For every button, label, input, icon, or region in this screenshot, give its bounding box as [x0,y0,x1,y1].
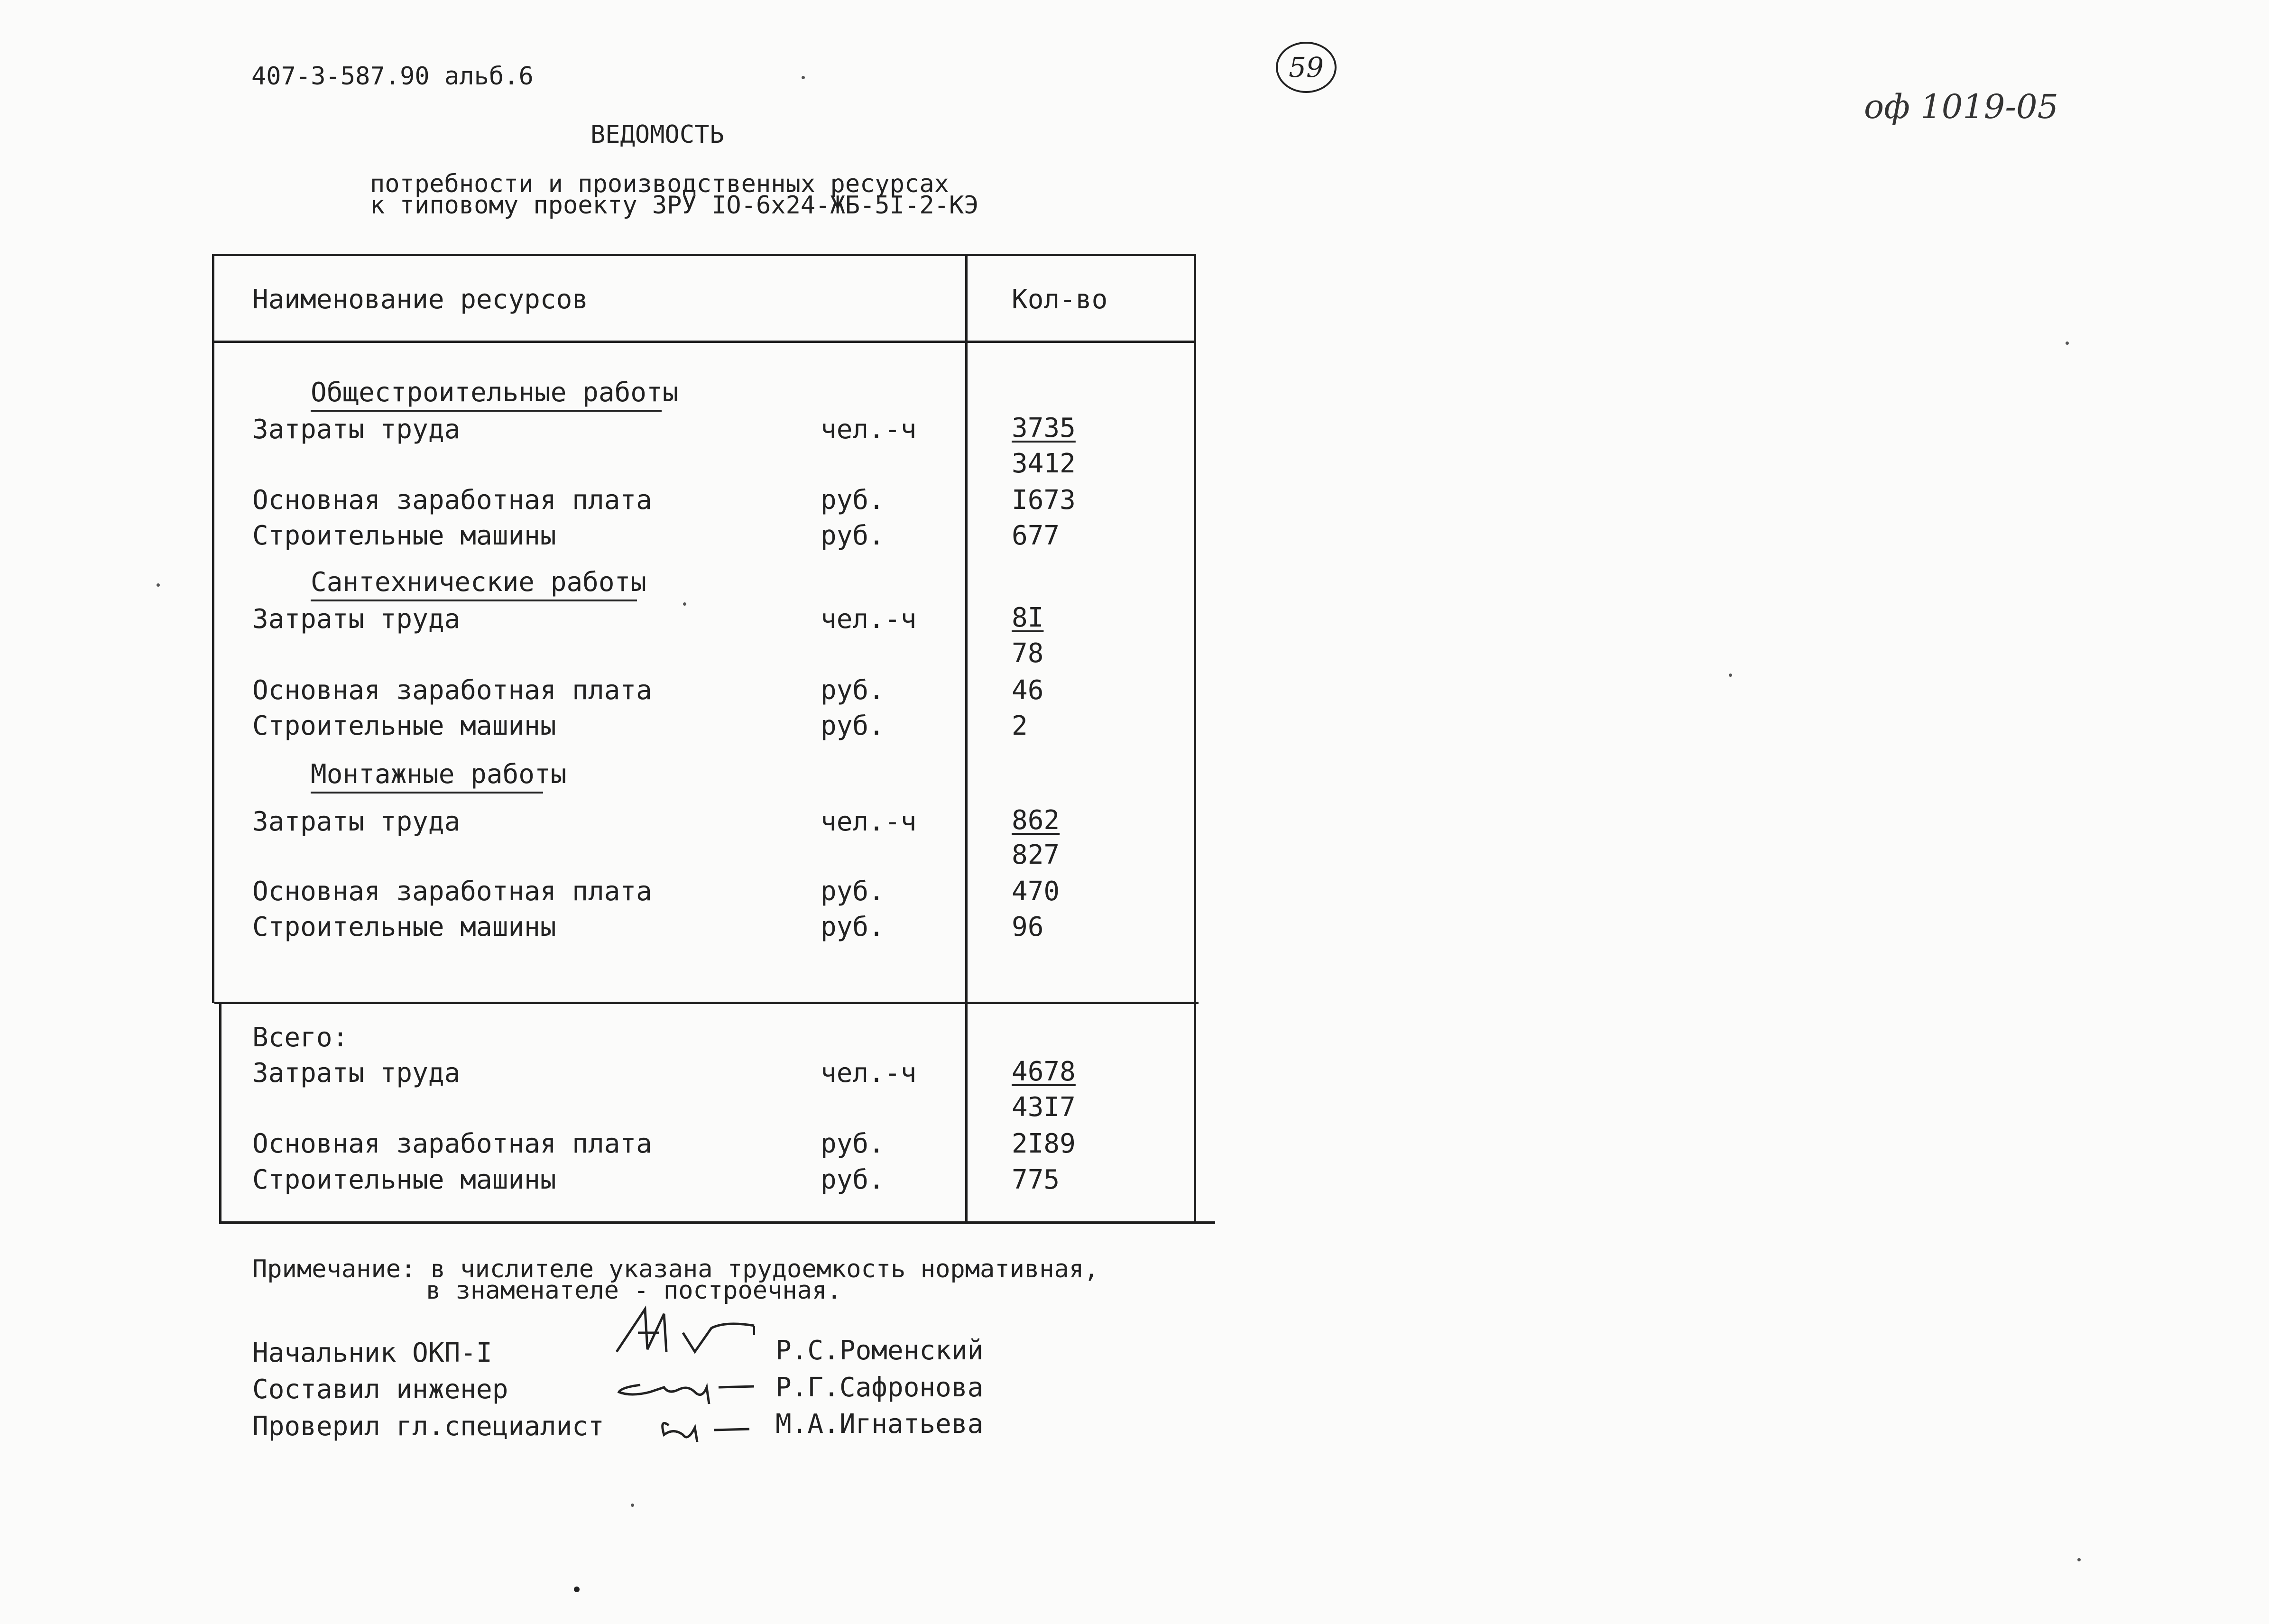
row-name: Основная заработная плата [252,675,652,706]
page-number: 59 [1289,51,1324,83]
page-number-stamp [1276,42,1337,93]
document-subtitle-line-2: к типовому проекту ЗРУ IO-6x24-ЖБ-5I-2-КЭ [370,191,979,220]
document-heading: ВЕДОМОСТЬ [590,120,724,149]
signer-name: Р.Г.Сафронова [775,1372,984,1403]
row-qty-actual: 827 [1012,840,1060,870]
row-name: Основная заработная плата [252,485,652,516]
row-unit: чел.-ч [821,1058,917,1089]
row-qty: 2I89 [1012,1128,1076,1159]
document-code: 407-3-587.90 альб.6 [251,62,534,91]
note-line-1: Примечание: в числителе указана трудоемкость нормативная, [252,1255,1099,1283]
row-name: Затраты труда [252,806,461,837]
row-unit: руб. [821,520,885,551]
row-name: Строительные машины [252,1164,556,1195]
scan-speck [2077,1558,2081,1561]
signer-name: М.А.Игнатьева [775,1409,984,1439]
document-subtitle-line-1: потребности и производственных ресурсах [370,170,949,198]
row-name: Основная заработная плата [252,1128,652,1159]
table-left-border-lower [219,1002,221,1224]
row-unit: руб. [821,1128,885,1159]
table-column-divider [965,255,968,1222]
row-qty-normative: 862 [1012,805,1060,836]
table-right-border [1194,255,1196,1222]
row-unit: руб. [821,912,885,942]
table-top-border [212,254,1196,256]
row-qty: 96 [1012,912,1044,942]
scan-speck [802,76,805,79]
signer-role: Начальник ОКП-I [252,1338,492,1368]
row-name: Строительные машины [252,710,556,741]
scan-speck [157,583,160,587]
row-qty-actual: 78 [1012,638,1044,669]
column-header-name: Наименование ресурсов [252,284,589,315]
column-header-quantity: Кол-во [1012,284,1108,315]
signer-role: Проверил гл.специалист [252,1411,604,1442]
row-unit: чел.-ч [821,806,917,837]
row-unit: руб. [821,675,885,706]
row-qty-actual: 3412 [1012,448,1076,479]
scan-speck [683,602,686,606]
row-qty: 677 [1012,520,1060,551]
row-unit: руб. [821,1164,885,1195]
row-name: Затраты труда [252,1058,461,1089]
table-total-divider [214,1002,1199,1004]
row-qty: I673 [1012,485,1076,516]
table-bottom-border [219,1221,1215,1224]
row-unit: чел.-ч [821,604,917,635]
row-qty: 470 [1012,876,1060,907]
scan-speck [1729,674,1732,677]
section-title-installation: Монтажные работы [311,761,543,794]
row-qty: 775 [1012,1164,1060,1195]
row-qty-normative: 4678 [1012,1056,1076,1087]
row-name: Основная заработная плата [252,876,652,907]
section-title-general-construction: Общестроительные работы [311,379,662,412]
row-unit: чел.-ч [821,414,917,445]
row-qty-actual: 43I7 [1012,1092,1076,1123]
row-qty: 46 [1012,675,1044,706]
section-title-plumbing: Сантехнические работы [311,569,637,601]
row-unit: руб. [821,876,885,907]
note-line-2: в знаменателе - построечная. [426,1276,842,1305]
row-name: Затраты труда [252,414,461,445]
handwritten-signature-icon [612,1300,773,1451]
archive-mark: оф 1019-05 [1864,87,2059,126]
row-qty: 2 [1012,710,1028,741]
row-name: Строительные машины [252,520,556,551]
scan-speck [2066,341,2069,345]
row-unit: руб. [821,710,885,741]
row-unit: руб. [821,485,885,516]
table-left-border-upper [212,254,214,1003]
row-name: Строительные машины [252,912,556,942]
signer-name: Р.С.Роменский [775,1335,984,1366]
scan-speck [574,1587,580,1592]
total-label: Всего: [252,1022,349,1053]
scan-speck [631,1504,634,1507]
signer-role: Составил инженер [252,1374,508,1405]
row-qty-normative: 8I [1012,602,1044,633]
row-qty-normative: 3735 [1012,413,1076,443]
row-name: Затраты труда [252,604,461,635]
table-header-divider [214,341,1196,343]
